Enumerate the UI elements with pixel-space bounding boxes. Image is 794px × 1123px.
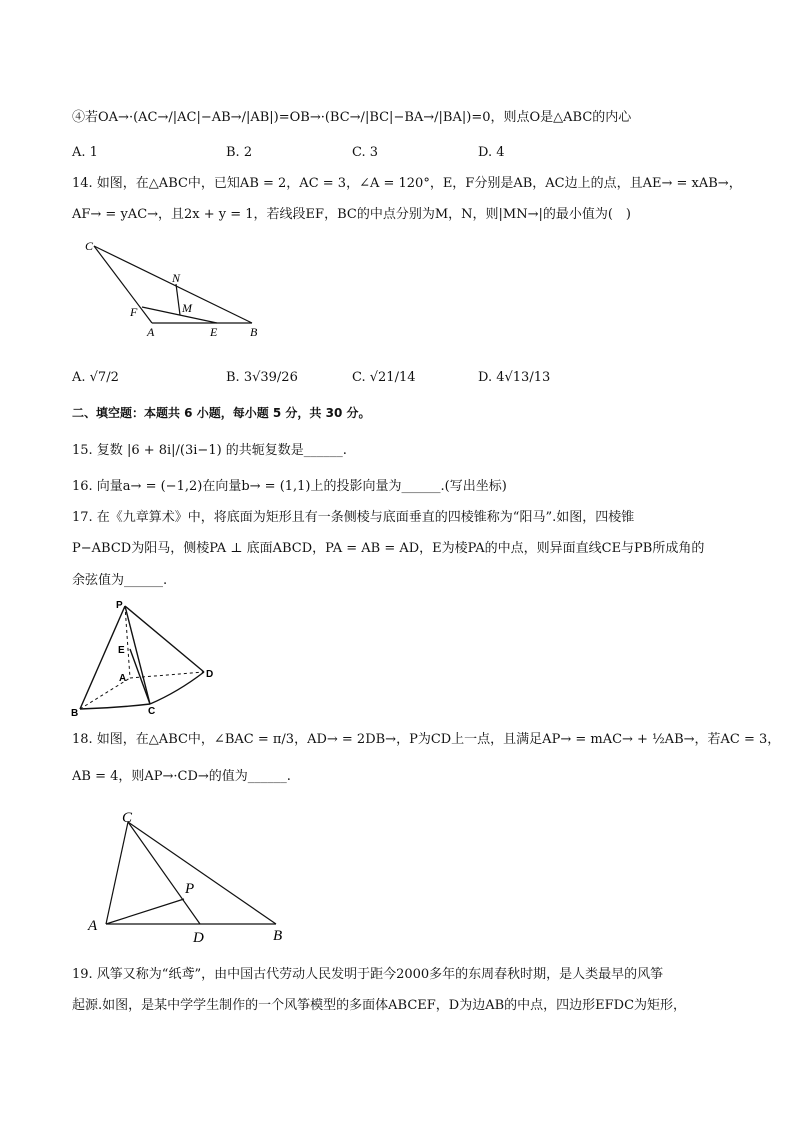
label-a: A <box>147 325 155 339</box>
label-d: D <box>206 669 214 680</box>
q15-text: 15. 复数 |6 + 8i|/(3i−1) 的共轭复数是______. <box>72 443 347 458</box>
label-e: E <box>118 645 125 656</box>
q14-option-d: D. 4√13/13 <box>478 370 551 385</box>
label-p: P <box>116 600 123 611</box>
label-d: D <box>193 930 204 946</box>
label-c: C <box>85 239 94 253</box>
figure-q17 <box>66 596 226 722</box>
statement-4: ④若OA→·(AC→/|AC|−AB→/|AB|)=OB→·(BC→/|BC|−BA→/|BA|)=0，则点O是△ABC的内心 <box>72 110 632 125</box>
label-a: A <box>119 673 127 684</box>
label-b: B <box>250 325 258 339</box>
q14-text-line2: AF→ = yAC→，且2x + y = 1，若线段EF，BC的中点分别为M，N，则|MN→|的最小值为( ) <box>72 207 631 222</box>
label-f: F <box>130 305 138 319</box>
q17-text-line2: P−ABCD为阳马，侧棱PA ⊥ 底面ABCD，PA = AB = AD，E为棱PA的中点，则异面直线CE与PB所成角的 <box>72 541 705 556</box>
q17-text-line1: 17. 在《九章算术》中，将底面为矩形且有一条侧棱与底面垂直的四棱锥称为“阳马”.如图，四棱锥 <box>72 510 635 525</box>
q13-option-d: D. 4 <box>478 145 505 160</box>
q13-option-a: A. 1 <box>72 145 98 160</box>
q14-option-b: B. 3√39/26 <box>226 370 298 385</box>
label-c: C <box>122 810 133 826</box>
label-a: A <box>88 918 98 934</box>
q14-option-a: A. √7/2 <box>72 370 119 385</box>
label-c: C <box>148 706 156 717</box>
q17-text-line3: 余弦值为______. <box>72 573 168 588</box>
figure-q14 <box>80 236 270 342</box>
label-p: P <box>185 881 195 897</box>
figure-q18 <box>82 804 302 948</box>
q19-text-line1: 19. 风筝又称为“纸鸢”，由中国古代劳动人民发明于距今2000多年的东周春秋时期，是人类最早的风筝 <box>72 967 664 982</box>
section-heading: 二、填空题：本题共 6 小题，每小题 5 分，共 30 分。 <box>72 406 371 420</box>
label-b: B <box>71 708 79 719</box>
q14-option-c: C. √21/14 <box>352 370 416 385</box>
q13-option-b: B. 2 <box>226 145 253 160</box>
q19-text-line2: 起源.如图，是某中学学生制作的一个风筝模型的多面体ABCEF，D为边AB的中点，四边形EFDC为矩形， <box>72 998 687 1013</box>
q18-text-line1: 18. 如图，在△ABC中，∠BAC = π/3，AD→ = 2DB→，P为CD上一点，且满足AP→ = mAC→ + ½AB→，若AC = 3， <box>72 732 781 747</box>
q16-text: 16. 向量a→ = (−1,2)在向量b→ = (1,1)上的投影向量为______.(写出坐标) <box>72 479 507 494</box>
label-m: M <box>182 301 192 315</box>
q18-text-line2: AB = 4，则AP→·CD→的值为______. <box>72 769 291 784</box>
label-e: E <box>210 325 218 339</box>
q14-text-line1: 14. 如图，在△ABC中，已知AB = 2，AC = 3，∠A = 120°，E，F分别是AB，AC边上的点，且AE→ = xAB→， <box>72 176 742 191</box>
label-n: N <box>172 271 181 285</box>
q13-option-c: C. 3 <box>352 145 379 160</box>
label-b: B <box>273 928 283 944</box>
